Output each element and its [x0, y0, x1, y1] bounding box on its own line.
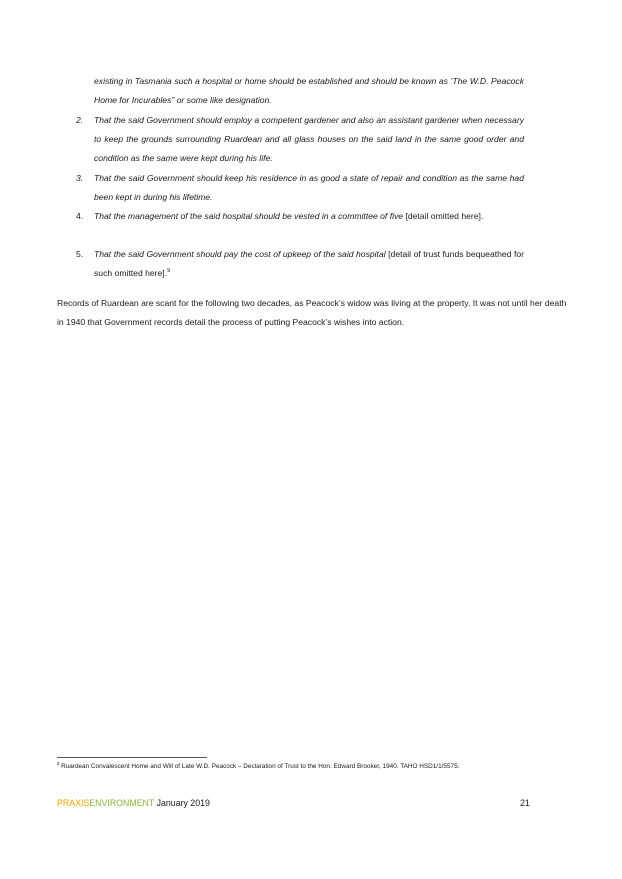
brand-logo-part2: ENVIRONMENT	[89, 798, 155, 808]
list-item	[76, 169, 524, 207]
list-item-number: 2.	[76, 115, 84, 125]
body-paragraph: Records of Ruardean are scant for the following two decades, as Peacock’s widow was living at the property. It was not until her death in 1940 that Government records detail the process of putting Peacock’s wishes into action.	[57, 298, 567, 328]
list-item-number: 5.	[76, 249, 84, 259]
list-item-text: That the said Government should pay the cost of upkeep of the said hospital	[94, 249, 386, 259]
list-item-text: That the said Government should keep his residence in as good a state of repair and condition as the same had been kept in during his lifetime.	[94, 173, 524, 203]
footer-date: January 2019	[154, 798, 210, 808]
list-item-number: 4.	[76, 211, 84, 221]
footnote-divider	[57, 757, 207, 758]
page-number: 21	[520, 798, 530, 808]
list-item-text: existing in Tasmania such a hospital or home should be established and should be known as ‘The W.D. Peacock Home for Incurables” or some like designation.	[94, 76, 524, 106]
list-item-number: 3.	[76, 173, 84, 183]
list-item-note: [detail of trust funds bequeathed for such omitted here].	[94, 249, 524, 279]
list-item-continuation	[94, 72, 524, 110]
list-item-note: [detail omitted here].	[403, 211, 484, 221]
list-item	[76, 245, 524, 283]
list-item	[76, 111, 524, 169]
footnote-reference: 9	[167, 268, 171, 275]
list-item	[76, 207, 524, 226]
footnote-marker: 9	[57, 760, 60, 766]
brand-logo-part1: PRAXIS	[57, 798, 90, 808]
list-item-text: That the said Government should employ a competent gardener and also an assistant gardener when necessary to keep the grounds surrounding Ruardean and all glass houses on the said land in the same good order and condition as the same were kept during his life.	[94, 115, 524, 164]
footnote-text: Ruardean Convalescent Home and Will of Late W.D. Peacock – Declaration of Trust to the Hon. Edward Brooker, 1940. TAHO HSD1/1/5575.	[59, 763, 460, 770]
list-item-text: That the management of the said hospital should be vested in a committee of five	[94, 211, 404, 221]
footnote	[57, 762, 459, 771]
page-footer	[57, 798, 210, 808]
